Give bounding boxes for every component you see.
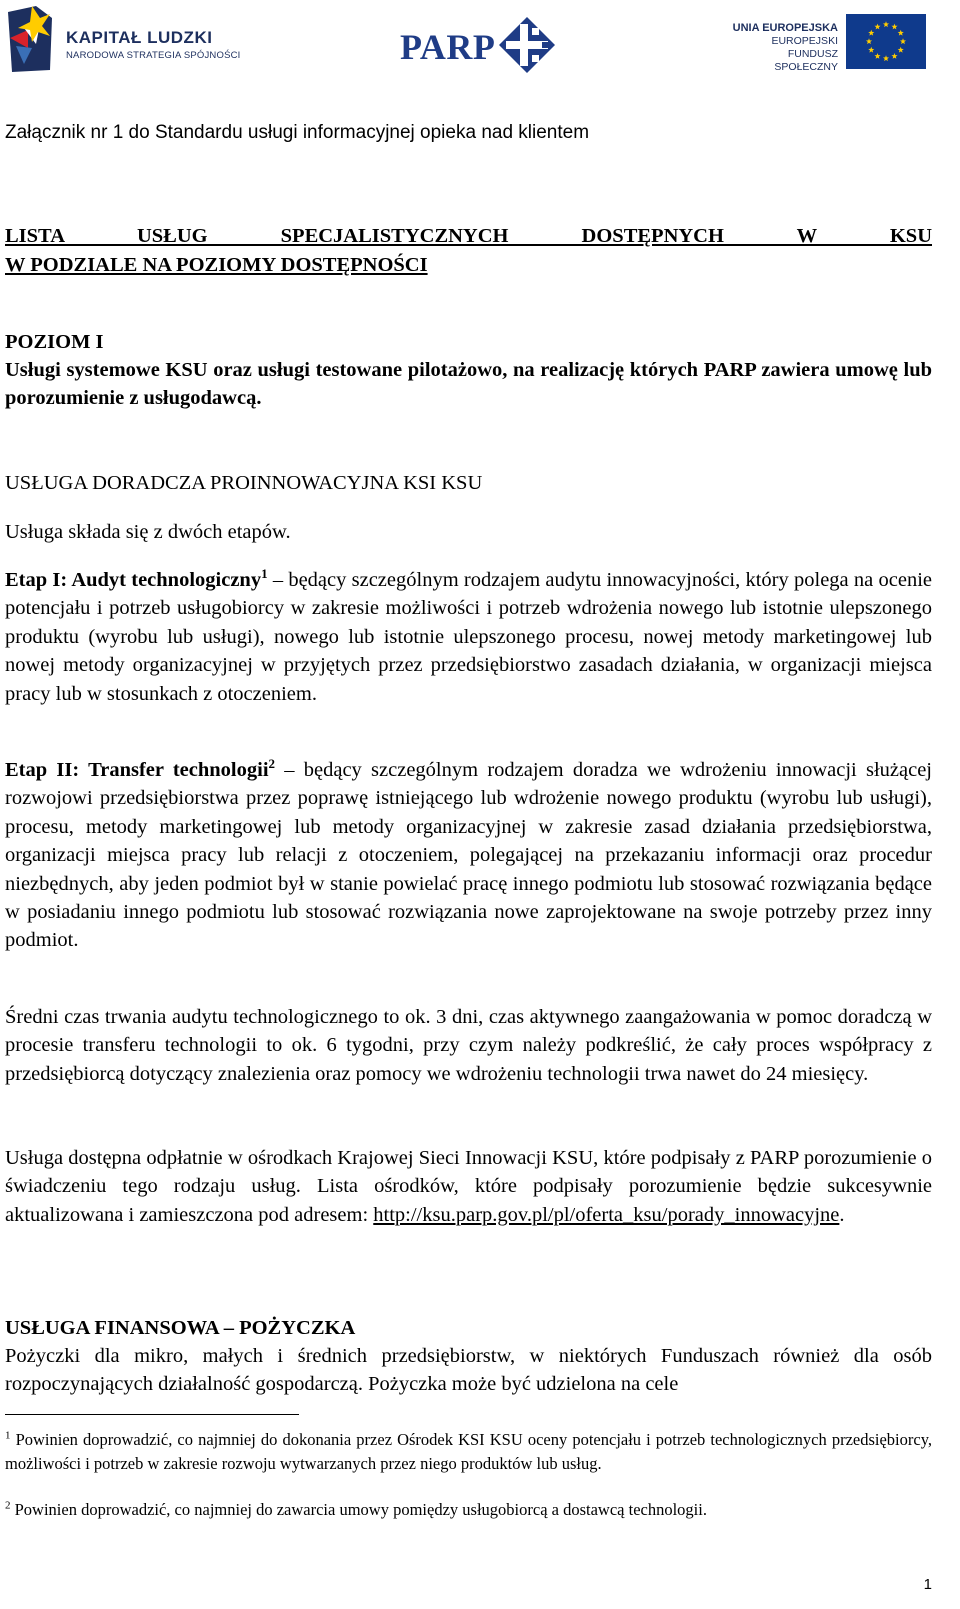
availability-paragraph xyxy=(5,1144,932,1229)
footnote-2-text: Powinien doprowadzić, co najmniej do zawarcia umowy pomiędzy usługobiorcą a dostawcą technologii. xyxy=(10,1500,707,1519)
service2-title: USŁUGA FINANSOWA – POŻYCZKA xyxy=(5,1317,356,1339)
stage1-text: – będący szczególnym rodzajem audytu innowacyjności, który polega na ocenie potencjału i potrzeb usługobiorcy w zakresie możliwości i potrzeb wdrożenia nowego lub istotnie ulepszonego produktu (wyrobu lub usługi), nowego lub istotnie ulepszonego procesu, nowej metody marketingowej lub nowej metody organizacyjnej w przyjętych przez przedsiębiorstwo zasadach działania, w organizacji miejsca pracy lub w stosunkach z otoczeniem. xyxy=(5,569,932,705)
footnote-1 xyxy=(5,1428,932,1475)
service1-title: USŁUGA DORADCZA PROINNOWACYJNA KSI KSU xyxy=(5,472,483,494)
duration-paragraph: Średni czas trwania audytu technologicznego to ok. 3 dni, czas aktywnego zaangażowania w pomoc doradczą w procesie transferu technologii to ok. 6 tygodni, przy czym należy podkreślić, że cały proces współpracy z przedsiębiorcą dotyczący znalezienia oraz pomocy we wdrożeniu technologii trwa nawet do 24 miesięcy. xyxy=(5,1006,932,1085)
kapital-ludzki-subtitle: NARODOWA STRATEGIA SPÓJNOŚCI xyxy=(66,50,241,61)
footnote-separator xyxy=(5,1414,299,1415)
availability-text: Usługa dostępna odpłatnie w ośrodkach Krajowej Sieci Innowacji KSU, które podpisały z PARP porozumienie o świadczeniu tego rodzaju usług. Lista ośrodków, które podpisały porozumienie będzie sukcesywnie aktualizowana i zamieszczona pod adresem: xyxy=(5,1147,932,1226)
footnote-2-number: 2 xyxy=(5,1499,11,1512)
parp-emblem-icon xyxy=(498,16,556,74)
availability-end: . xyxy=(839,1203,845,1226)
stage2-label: Etap II: Transfer technologii xyxy=(5,759,269,781)
footnote-ref-2[interactable]: 2 xyxy=(268,756,276,772)
parp-logo xyxy=(400,14,560,74)
list-title-line-2 xyxy=(5,251,932,279)
level-title: POZIOM I xyxy=(5,331,104,353)
eu-flag-icon xyxy=(846,14,926,69)
level-description: Usługi systemowe KSU oraz usługi testowane pilotażowo, na realizację których PARP zawiera umowę lub porozumienie z usługodawcą. xyxy=(5,359,932,410)
eu-line-3: FUNDUSZ SPOŁECZNY xyxy=(774,48,838,73)
header-logo-bar xyxy=(0,0,960,80)
kapital-ludzki-emblem-icon xyxy=(6,4,56,74)
eu-line-1: UNIA EUROPEJSKA xyxy=(732,22,838,34)
kapital-ludzki-text xyxy=(66,28,241,61)
stage1-paragraph xyxy=(5,566,932,708)
innovation-advice-link[interactable]: http://ksu.parp.gov.pl/pl/oferta_ksu/porady_innowacyjne xyxy=(373,1203,840,1226)
footnote-ref-1[interactable]: 1 xyxy=(261,566,268,582)
kapital-ludzki-logo xyxy=(6,4,246,74)
eu-logo-text xyxy=(730,22,838,74)
page-number: 1 xyxy=(923,1576,932,1593)
stage1-label: Etap I: Audyt technologiczny xyxy=(5,569,262,591)
footnote-1-text: Powinien doprowadzić, co najmniej do dokonania przez Ośrodek KSI KSU oceny potencjału i potrzeb technologicznych przedsiębiorcy, możliwości i potrzeb w zakresie rozwoju wytwarzanych przez niego produktów lub usług. xyxy=(5,1430,932,1473)
footnote-2 xyxy=(5,1498,932,1522)
parp-logo-text: PARP xyxy=(400,27,496,67)
eu-line-2: EUROPEJSKI xyxy=(771,35,838,47)
eu-logo xyxy=(730,14,930,72)
stage2-text: – będący szczególnym rodzajem doradza we wdrożeniu innowacji służącej rozwojowi przedsiębiorstwa przez poprawę istniejącego lub wdrożenie nowego produktu (wyrobu lub usługi), procesu, metody marketingowej lub metody organizacyjnej w zakresie zasad działania przedsiębiorstwa, organizacji miejsca pracy lub relacji z otoczeniem, polegającej na przekazaniu informacji oraz procedur niezbędnych, aby jeden podmiot był w stanie powielać pracę innego podmiotu lub stosować rozwiązania będące w posiadaniu innego podmiotu lub stosować rozwiązania nowe zaprojektowane na swoje potrzeby przez inny podmiot. xyxy=(5,759,932,952)
service1-intro: Usługa składa się z dwóch etapów. xyxy=(5,521,291,543)
stage2-paragraph xyxy=(5,756,932,955)
list-title-line-1: LISTA USŁUG SPECJALISTYCZNYCH DOSTĘPNYCH W KSU xyxy=(5,225,932,247)
footnote-1-number: 1 xyxy=(5,1429,11,1442)
kapital-ludzki-title: KAPITAŁ LUDZKI xyxy=(66,28,213,47)
annex-title: Załącznik nr 1 do Standardu usługi informacyjnej opieka nad klientem xyxy=(5,122,590,143)
service2-paragraph: Pożyczki dla mikro, małych i średnich przedsiębiorstw, w niektórych Funduszach również dla osób rozpoczynających działalność gospodarczą. Pożyczka może być udzielona na cele xyxy=(5,1345,932,1396)
list-title-line-2-text: W PODZIALE NA POZIOMY DOSTĘPNOŚCI xyxy=(5,254,428,276)
